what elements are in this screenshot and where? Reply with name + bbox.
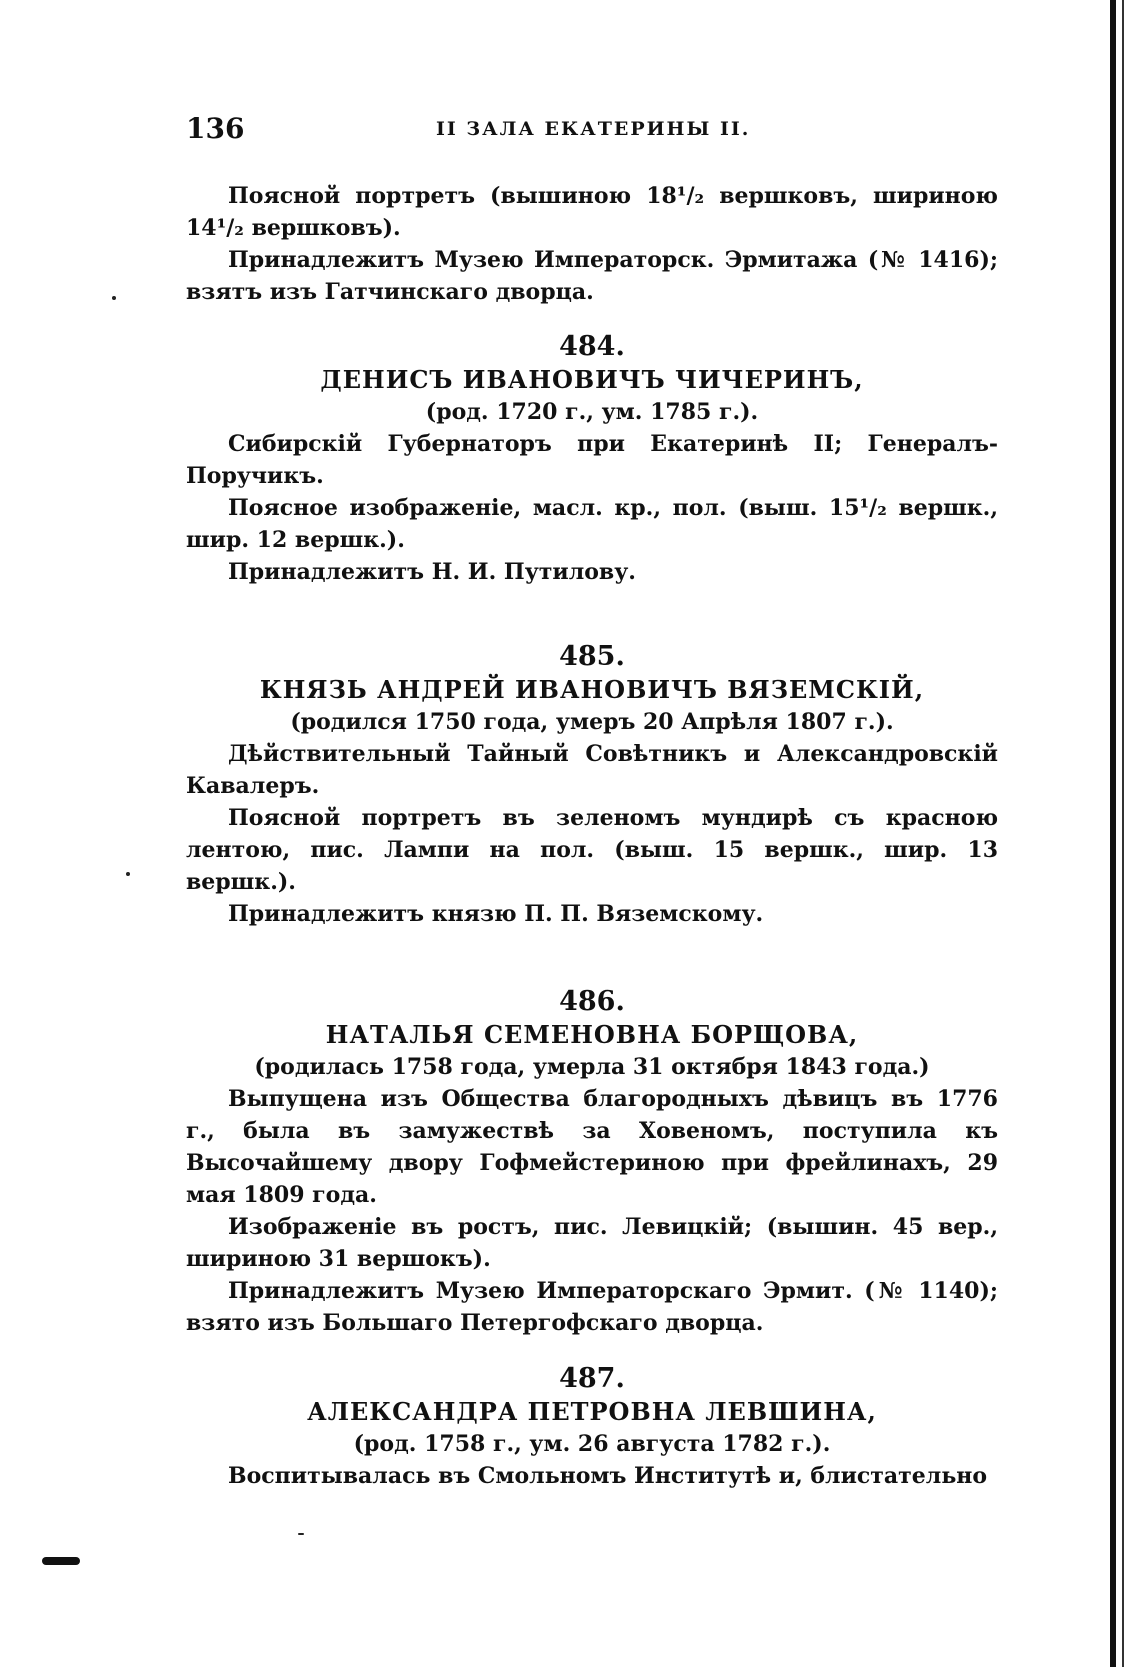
scan-speck [298,1533,304,1535]
entry-number: 485. [559,641,625,672]
entry-486 [186,985,998,1339]
entry-paragraph: Сибирскій Губернаторъ при Екатеринѣ II; Генералъ-Поручикъ. [186,431,998,489]
entry-dates: (родился 1750 года, умеръ 20 Апрѣля 1807 г.). [290,709,894,735]
entry-paragraph: Принадлежитъ Н. И. Путилову. [228,559,636,585]
entry-name: АЛЕКСАНДРА ПЕТРОВНА ЛЕВШИНА, [307,1397,877,1426]
entry-paragraph: Поясное изображеніе, масл. кр., пол. (выш. 15¹/₂ вершк., шир. 12 вершк.). [186,495,998,553]
entry-name: КНЯЗЬ АНДРЕЙ ИВАНОВИЧЪ ВЯЗЕМСКІЙ, [259,675,925,704]
entry-487 [186,1362,998,1492]
intro-paragraph: Поясной портретъ (вышиною 18¹/₂ вершковъ, шириною 14¹/₂ вершковъ). [186,183,998,241]
page-number: 136 [186,112,245,145]
scan-speck [126,872,130,876]
scan-speck [112,296,116,300]
entry-number: 487. [559,1363,625,1394]
entry-484 [186,330,998,588]
entry-number: 484. [559,331,625,362]
entry-number: 486. [559,986,625,1017]
intro-block [186,180,998,308]
entry-name: НАТАЛЬЯ СЕМЕНОВНА БОРЩОВА, [325,1020,859,1049]
entry-paragraph: Воспитывалась въ Смольномъ Институтѣ и, блистательно [228,1463,988,1489]
intro-paragraph: Принадлежитъ Музею Императорск. Эрмитажа (№ 1416); взятъ изъ Гатчинскаго дворца. [186,247,998,305]
page-header [186,112,998,148]
scan-edge-shadow [1110,0,1116,1667]
scan-blot [42,1557,80,1565]
entry-name: ДЕНИСЪ ИВАНОВИЧЪ ЧИЧЕРИНЪ, [320,365,864,394]
entry-dates: (род. 1758 г., ум. 26 августа 1782 г.). [353,1431,831,1457]
entry-dates: (род. 1720 г., ум. 1785 г.). [425,399,759,425]
entry-paragraph: Выпущена изъ Общества благородныхъ дѣвицъ въ 1776 г., была въ замужествѣ за Ховеномъ, поступила къ Высочайшему двору Гофмейстериною при фрейлинахъ, 29 мая 1809 года. [186,1086,998,1208]
entry-dates: (родилась 1758 года, умерла 31 октября 1843 года.) [254,1054,930,1080]
scan-edge-line [1122,0,1124,1667]
entry-paragraph: Дѣйствительный Тайный Совѣтникъ и Александровскій Кавалеръ. [186,741,998,799]
entry-paragraph: Поясной портретъ въ зеленомъ мундирѣ съ красною лентою, пис. Лампи на пол. (выш. 15 вершк., шир. 13 вершк.). [186,805,998,895]
running-title: II ЗАЛА ЕКАТЕРИНЫ II. [436,118,751,140]
entry-485 [186,640,998,930]
entry-paragraph: Изображеніе въ ростъ, пис. Левицкій; (вышин. 45 вер., шириною 31 вершокъ). [186,1214,998,1272]
entry-paragraph: Принадлежитъ князю П. П. Вяземскому. [228,901,764,927]
entry-paragraph: Принадлежитъ Музею Императорскаго Эрмит. (№ 1140); взято изъ Большаго Петергофскаго дворца. [186,1278,998,1336]
